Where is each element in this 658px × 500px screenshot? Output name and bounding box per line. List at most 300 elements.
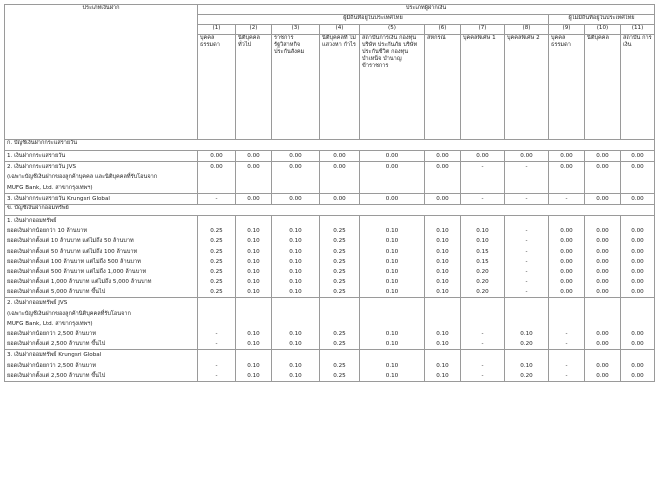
- rate-spacer: [200, 319, 233, 329]
- row-label: ยอดเงินฝากตั้งแต่ 2,500 ล้านบาท ขึ้นไป: [7, 341, 106, 348]
- rate-value: 0.10: [247, 258, 260, 265]
- rate-cell: [621, 298, 655, 350]
- rate-cell: [505, 350, 549, 382]
- rate-value: 0.00: [520, 153, 533, 159]
- row-label: (เฉพาะบัญชีเงินฝากของลูกค้านิติบุคคลที่รับโอนจาก: [7, 310, 131, 317]
- rate-value: -: [525, 228, 528, 235]
- row-label: MUFG Bank, Ltd. สาขากรุงเทพฯ): [7, 184, 93, 191]
- rate-value: 0.00: [631, 331, 644, 337]
- rate-value: 0.10: [289, 341, 302, 348]
- rate-value: 0.15: [476, 258, 489, 265]
- rate-spacer: [551, 350, 582, 360]
- table-row: [5, 350, 655, 382]
- rate-value: -: [525, 248, 528, 255]
- rate-value: 0.10: [436, 268, 449, 275]
- section-title: ข. บัญชีเงินฝากออมทรัพย์: [5, 204, 655, 215]
- rate-cell: [505, 215, 549, 298]
- rate-cell: [320, 193, 360, 204]
- rate-value: -: [215, 372, 218, 379]
- rate-cell: [549, 151, 585, 162]
- rate-spacer: [507, 216, 546, 226]
- rate-cell: [425, 298, 461, 350]
- column-header: บุคคล ธรรมดา: [198, 35, 236, 140]
- rate-spacer: [322, 172, 357, 182]
- rate-value: 0.10: [247, 268, 260, 275]
- non-resident-header: ผู้ไม่มีถิ่นที่อยู่ในประเทศไทย: [549, 15, 655, 25]
- rate-spacer: [623, 183, 652, 193]
- rate-spacer: [200, 298, 233, 308]
- rate-value: 0.10: [436, 372, 449, 379]
- rate-value: 0.00: [631, 238, 644, 245]
- rate-value: 0.00: [436, 164, 449, 171]
- rate-value: -: [481, 341, 484, 348]
- interest-rate-table: [4, 4, 655, 382]
- rate-cell: [236, 162, 272, 194]
- rate-spacer: [623, 216, 652, 226]
- rate-value: -: [481, 164, 484, 171]
- rate-cell: [320, 298, 360, 350]
- row-label: ยอดเงินฝากตั้งแต่ 500 ล้านบาท แต่ไม่ถึง 1,000 ล้านบาท: [7, 268, 147, 275]
- rate-cell: [549, 350, 585, 382]
- rate-cell: [505, 162, 549, 194]
- rate-cell: [549, 193, 585, 204]
- rate-value: 0.25: [210, 258, 223, 265]
- rate-value: -: [565, 341, 568, 348]
- rate-spacer: [623, 319, 652, 329]
- rate-cell: [461, 298, 505, 350]
- rate-cell: [360, 151, 425, 162]
- column-header: บุคคลพิเศษ 2: [505, 35, 549, 140]
- rate-spacer: [274, 183, 317, 193]
- rate-spacer: [427, 350, 458, 360]
- rate-spacer: [427, 172, 458, 182]
- rate-value: 0.00: [631, 258, 644, 265]
- rate-value: 0.10: [385, 331, 399, 337]
- rate-value: -: [565, 362, 568, 369]
- rate-spacer: [427, 319, 458, 329]
- rate-spacer: [322, 183, 357, 193]
- rate-value: 0.10: [289, 331, 302, 337]
- rate-value: 0.10: [436, 279, 449, 286]
- column-header: นิติบุคคลที่ ไม่แสวงหา กำไร: [320, 35, 360, 140]
- rate-cell: [236, 298, 272, 350]
- rate-spacer: [238, 309, 269, 319]
- rate-value: 0.25: [210, 238, 223, 245]
- rate-spacer: [551, 298, 582, 308]
- table-row: [5, 215, 655, 298]
- rate-value: 0.00: [596, 153, 609, 159]
- row-label-cell: [5, 350, 198, 382]
- row-label: MUFG Bank, Ltd. สาขากรุงเทพฯ): [7, 320, 93, 327]
- rate-spacer: [238, 298, 269, 308]
- rate-value: 0.10: [385, 279, 399, 286]
- row-label: ยอดเงินฝากตั้งแต่ 2,500 ล้านบาท ขึ้นไป: [7, 372, 106, 379]
- rate-spacer: [507, 350, 546, 360]
- rate-value: -: [215, 195, 218, 202]
- rate-value: 0.00: [247, 195, 260, 202]
- rate-value: 0.00: [596, 331, 609, 337]
- rate-spacer: [274, 298, 317, 308]
- rate-value: 0.00: [560, 238, 573, 245]
- row-label: ยอดเงินฝากตั้งแต่ 100 ล้านบาท แต่ไม่ถึง 500 ล้านบาท: [7, 258, 141, 265]
- rate-value: 0.10: [436, 331, 449, 337]
- rate-spacer: [200, 216, 233, 226]
- rate-spacer: [274, 350, 317, 360]
- row-label: ยอดเงินฝากตั้งแต่ 50 ล้านบาท แต่ไม่ถึง 100 ล้านบาท: [7, 248, 138, 255]
- rate-value: 0.10: [385, 372, 399, 379]
- rate-value: 0.10: [289, 362, 302, 369]
- rate-value: 0.10: [436, 258, 449, 265]
- rate-value: 0.00: [631, 268, 644, 275]
- rate-value: -: [215, 362, 218, 369]
- rate-value: -: [565, 331, 568, 337]
- column-header: สหกรณ์: [425, 35, 461, 140]
- rate-value: 0.00: [560, 164, 573, 171]
- rate-value: 0.10: [385, 238, 399, 245]
- rate-spacer: [362, 319, 422, 329]
- column-header: ราชการ รัฐวิสาหกิจ ประกันสังคม: [272, 35, 320, 140]
- rate-value: 0.00: [247, 164, 260, 171]
- rate-value: 0.00: [289, 195, 302, 202]
- rate-value: 0.00: [560, 153, 573, 159]
- column-header: นิติบุคคล ทั่วไป: [236, 35, 272, 140]
- rate-value: 0.10: [247, 228, 260, 235]
- rate-spacer: [587, 298, 618, 308]
- rate-value: 0.00: [560, 268, 573, 275]
- rate-spacer: [427, 183, 458, 193]
- rate-value: 0.00: [631, 195, 644, 202]
- column-number: (3): [272, 25, 320, 35]
- rate-spacer: [551, 319, 582, 329]
- rate-value: 0.25: [210, 228, 223, 235]
- rate-cell: [505, 298, 549, 350]
- rate-value: 0.00: [436, 153, 449, 159]
- rate-spacer: [623, 298, 652, 308]
- rate-value: 0.20: [476, 289, 489, 296]
- column-number: (7): [461, 25, 505, 35]
- rate-cell: [360, 215, 425, 298]
- rate-cell: [236, 151, 272, 162]
- row-label: 3. เงินฝากกระแสรายวัน Krungsri Global: [7, 195, 110, 202]
- rate-value: 0.10: [289, 268, 302, 275]
- rate-spacer: [507, 298, 546, 308]
- rate-value: 0.10: [289, 289, 302, 296]
- rate-spacer: [427, 309, 458, 319]
- rate-cell: [425, 151, 461, 162]
- rate-cell: [505, 193, 549, 204]
- rate-value: 0.00: [385, 195, 399, 202]
- column-header: สถาบัน การเงิน: [621, 35, 655, 140]
- column-header: นิติบุคคล: [585, 35, 621, 140]
- rate-cell: [425, 350, 461, 382]
- rate-cell: [461, 162, 505, 194]
- row-label: ยอดเงินฝากน้อยกว่า 2,500 ล้านบาท: [7, 362, 97, 369]
- rate-value: 0.00: [631, 362, 644, 369]
- rate-spacer: [623, 350, 652, 360]
- rate-spacer: [274, 216, 317, 226]
- rate-cell: [272, 215, 320, 298]
- rate-value: 0.10: [520, 362, 533, 369]
- rate-spacer: [551, 172, 582, 182]
- rate-value: 0.00: [631, 248, 644, 255]
- rate-value: 0.10: [289, 228, 302, 235]
- rate-value: 0.10: [436, 341, 449, 348]
- rate-cell: [198, 151, 236, 162]
- rate-cell: [621, 162, 655, 194]
- rate-value: 0.10: [247, 279, 260, 286]
- rate-spacer: [238, 172, 269, 182]
- rate-value: 0.10: [289, 372, 302, 379]
- rate-value: 0.00: [596, 195, 609, 202]
- row-label-cell: [5, 215, 198, 298]
- rate-cell: [621, 193, 655, 204]
- rate-value: 0.00: [596, 268, 609, 275]
- rate-value: 0.00: [289, 164, 302, 171]
- rate-value: 0.00: [560, 248, 573, 255]
- row-label: ยอดเงินฝากตั้งแต่ 5,000 ล้านบาท ขึ้นไป: [7, 289, 106, 296]
- rate-value: 0.10: [520, 331, 533, 337]
- rate-value: 0.00: [385, 153, 399, 159]
- rate-value: 0.25: [210, 279, 223, 286]
- rate-spacer: [551, 183, 582, 193]
- section-header-row: [5, 204, 655, 215]
- rate-value: 0.10: [436, 228, 449, 235]
- rate-value: 0.10: [247, 372, 260, 379]
- deposit-type-header: ประเภทเงินฝาก: [5, 5, 198, 140]
- column-number: (4): [320, 25, 360, 35]
- rate-cell: [621, 215, 655, 298]
- rate-cell: [425, 193, 461, 204]
- rate-spacer: [507, 319, 546, 329]
- rate-spacer: [362, 216, 422, 226]
- rate-value: 0.25: [333, 228, 346, 235]
- rate-cell: [198, 215, 236, 298]
- rate-value: -: [525, 289, 528, 296]
- rate-spacer: [587, 216, 618, 226]
- rate-value: 0.25: [333, 248, 346, 255]
- rate-value: 0.25: [333, 362, 346, 369]
- rate-value: 0.10: [247, 362, 260, 369]
- rate-spacer: [322, 350, 357, 360]
- column-number: (1): [198, 25, 236, 35]
- rate-value: -: [215, 331, 218, 337]
- table-row: [5, 151, 655, 162]
- rate-cell: [585, 298, 621, 350]
- rate-value: 0.10: [289, 258, 302, 265]
- rate-cell: [320, 151, 360, 162]
- rate-value: 0.00: [596, 372, 609, 379]
- rate-cell: [585, 151, 621, 162]
- rate-cell: [461, 193, 505, 204]
- rate-value: 0.00: [560, 289, 573, 296]
- rate-spacer: [463, 319, 502, 329]
- rate-cell: [461, 151, 505, 162]
- rate-value: 0.25: [333, 331, 346, 337]
- row-label: ยอดเงินฝากตั้งแต่ 10 ล้านบาท แต่ไม่ถึง 50 ล้านบาท: [7, 238, 134, 245]
- rate-value: -: [525, 238, 528, 245]
- rate-cell: [198, 193, 236, 204]
- rate-spacer: [322, 298, 357, 308]
- rate-value: 0.10: [247, 331, 260, 337]
- rate-cell: [236, 350, 272, 382]
- rate-value: 0.15: [476, 248, 489, 255]
- row-label-cell: [5, 162, 198, 194]
- rate-spacer: [463, 350, 502, 360]
- rate-value: 0.10: [289, 238, 302, 245]
- rate-cell: [198, 162, 236, 194]
- depositor-type-header: ประเภทผู้ฝากเงิน: [198, 5, 655, 15]
- rate-cell: [621, 151, 655, 162]
- rate-spacer: [274, 309, 317, 319]
- row-label: 2. เงินฝากออมทรัพย์ JVS: [7, 300, 68, 307]
- rate-value: 0.00: [560, 228, 573, 235]
- rate-value: 0.20: [476, 279, 489, 286]
- rate-cell: [360, 350, 425, 382]
- table-row: [5, 193, 655, 204]
- rate-spacer: [551, 216, 582, 226]
- rate-value: 0.00: [333, 153, 346, 159]
- rate-value: 0.10: [436, 238, 449, 245]
- rate-value: 0.00: [596, 238, 609, 245]
- rate-value: 0.00: [631, 289, 644, 296]
- rate-cell: [272, 162, 320, 194]
- rate-spacer: [427, 298, 458, 308]
- rate-value: 0.25: [333, 372, 346, 379]
- rate-cell: [236, 215, 272, 298]
- rate-spacer: [238, 350, 269, 360]
- row-label-cell: [5, 151, 198, 162]
- column-number: (2): [236, 25, 272, 35]
- row-label: (เฉพาะบัญชีเงินฝากของลูกค้าบุคคล และนิติบุคคลที่รับโอนจาก: [7, 174, 158, 181]
- rate-value: 0.00: [210, 164, 223, 171]
- rate-spacer: [362, 172, 422, 182]
- column-number: (5): [360, 25, 425, 35]
- rate-value: -: [525, 268, 528, 275]
- rate-value: 0.10: [385, 289, 399, 296]
- row-label: 1. เงินฝากออมทรัพย์: [7, 217, 57, 224]
- rate-spacer: [463, 216, 502, 226]
- column-number: (6): [425, 25, 461, 35]
- rate-spacer: [200, 172, 233, 182]
- column-number: (8): [505, 25, 549, 35]
- rate-value: 0.00: [631, 228, 644, 235]
- rate-value: 0.25: [333, 279, 346, 286]
- column-header: สถาบันการเงิน กองทุน บริษัท ประกันภัย บริษัท ประกันชีวิต กองทุนบำเหน็จ บำนาญข้าราชการ: [360, 35, 425, 140]
- rate-spacer: [551, 309, 582, 319]
- rate-spacer: [587, 172, 618, 182]
- rate-value: 0.25: [333, 341, 346, 348]
- rate-spacer: [238, 216, 269, 226]
- rate-value: 0.00: [247, 153, 260, 159]
- rate-spacer: [362, 350, 422, 360]
- rate-value: 0.00: [210, 153, 223, 159]
- rate-value: 0.00: [289, 153, 302, 159]
- table-row: [5, 162, 655, 194]
- rate-cell: [505, 151, 549, 162]
- row-label: 2. เงินฝากกระแสรายวัน JVS: [7, 164, 76, 171]
- rate-spacer: [200, 309, 233, 319]
- rate-value: 0.00: [333, 164, 346, 171]
- resident-header: ผู้มีถิ่นที่อยู่ในประเทศไทย: [198, 15, 549, 25]
- section-header-row: [5, 140, 655, 151]
- rate-value: 0.00: [596, 164, 609, 171]
- rate-value: 0.20: [476, 268, 489, 275]
- rate-value: -: [525, 258, 528, 265]
- column-header: บุคคลพิเศษ 1: [461, 35, 505, 140]
- rate-value: 0.00: [596, 289, 609, 296]
- rate-cell: [272, 193, 320, 204]
- rate-cell: [272, 298, 320, 350]
- rate-value: -: [525, 195, 528, 202]
- table-row: [5, 298, 655, 350]
- rate-spacer: [274, 319, 317, 329]
- rate-value: 0.25: [210, 289, 223, 296]
- rate-value: 0.10: [436, 362, 449, 369]
- rate-value: 0.10: [476, 228, 489, 235]
- rate-spacer: [274, 172, 317, 182]
- row-label: 1. เงินฝากกระแสรายวัน: [7, 153, 66, 159]
- rate-cell: [461, 350, 505, 382]
- rate-cell: [549, 162, 585, 194]
- rate-value: 0.00: [596, 258, 609, 265]
- rate-spacer: [322, 309, 357, 319]
- rate-spacer: [238, 319, 269, 329]
- rate-cell: [621, 350, 655, 382]
- rate-cell: [272, 151, 320, 162]
- rate-value: -: [215, 341, 218, 348]
- rate-value: 0.00: [631, 341, 644, 348]
- rate-spacer: [587, 350, 618, 360]
- rate-cell: [198, 350, 236, 382]
- rate-value: 0.00: [560, 258, 573, 265]
- rate-spacer: [463, 309, 502, 319]
- rate-value: 0.00: [596, 362, 609, 369]
- rate-value: 0.00: [631, 164, 644, 171]
- rate-cell: [360, 162, 425, 194]
- rate-cell: [198, 298, 236, 350]
- rate-spacer: [200, 350, 233, 360]
- rate-cell: [585, 215, 621, 298]
- rate-cell: [549, 298, 585, 350]
- rate-value: 0.10: [247, 289, 260, 296]
- rate-value: -: [481, 362, 484, 369]
- rate-spacer: [463, 172, 502, 182]
- rate-spacer: [427, 216, 458, 226]
- rate-value: -: [525, 279, 528, 286]
- rate-value: 0.00: [596, 341, 609, 348]
- rate-value: 0.00: [596, 248, 609, 255]
- rate-value: 0.00: [476, 153, 489, 159]
- row-label-cell: [5, 298, 198, 350]
- rate-cell: [585, 193, 621, 204]
- rate-value: 0.00: [333, 195, 346, 202]
- rate-value: 0.25: [333, 289, 346, 296]
- rate-spacer: [587, 319, 618, 329]
- rate-spacer: [507, 172, 546, 182]
- rate-value: 0.10: [436, 248, 449, 255]
- rate-value: 0.20: [520, 372, 533, 379]
- rate-value: 0.10: [385, 268, 399, 275]
- rate-cell: [425, 162, 461, 194]
- rate-value: 0.10: [247, 341, 260, 348]
- rate-cell: [320, 162, 360, 194]
- rate-value: 0.10: [247, 238, 260, 245]
- rate-value: -: [481, 195, 484, 202]
- rate-value: 0.10: [385, 341, 399, 348]
- rate-value: 0.10: [436, 289, 449, 296]
- rate-spacer: [587, 309, 618, 319]
- rate-spacer: [200, 183, 233, 193]
